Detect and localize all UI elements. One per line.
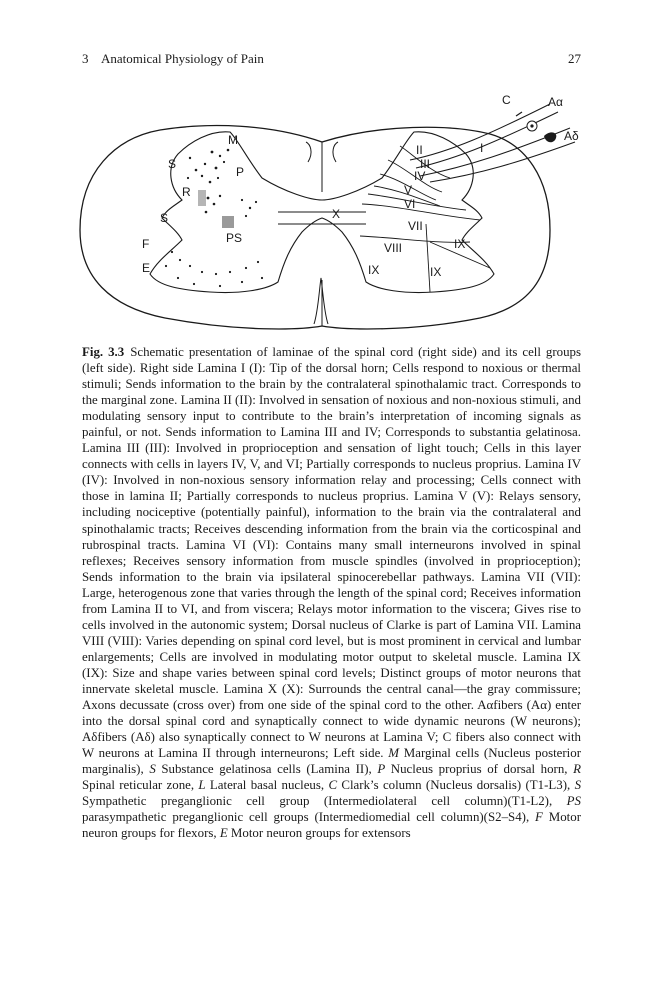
label-V: V bbox=[404, 183, 413, 197]
chapter-title: Anatomical Physiology of Pain bbox=[101, 51, 264, 66]
caption-text-4: Nucleus proprius of dorsal horn, bbox=[385, 762, 574, 777]
caption-text-8: Sympathetic preganglionic cell group (Intermediolateral cell column)(T1-L2), bbox=[82, 794, 567, 809]
caption-abbrev-PS: PS bbox=[566, 794, 581, 809]
chapter-number: 3 bbox=[82, 51, 89, 66]
label-III: III bbox=[420, 157, 431, 171]
caption-text-2: Marginal cells (Nucleus posterior marginalis), bbox=[82, 746, 581, 777]
label-A-alpha: Aα bbox=[548, 95, 563, 109]
caption-text-11: Motor neuron groups for extensors bbox=[227, 826, 411, 841]
label-IV: IV bbox=[414, 169, 426, 183]
caption-text: Schematic presentation of laminae of the spinal cord (right side) and its cell groups (left side). Right side Lamina I (I): Tip of the dorsal horn; Cells respond to noxious or thermal stimuli; Sends information to the brain by the contralateral spinothalamic tract. Corresponds to the marginal zone. Lamina II (II): Involved in sensation of noxious and non-noxious stimuli, and modulating sensory input to contribute to the brain’s interpretation of incoming signals as painful, or not. Sends information to Lamina III and IV; Corresponds to substantia gelatinosa. Lamina III (III): Involved in proprioception and sensation of light touch; Cells in this layer connects with cells in layers IV, V, and VI; Partially corresponds to nucleus proprius. Lamina IV (IV): Involved in non-noxious sensory information relay and processing; Cells connect with those in lamina II; Partially corresponds to nucleus proprius. Lamina V (V): Relays sensory, including nociceptive (potentially painful), information to the brain via the contralateral and spinothalamic tracts; Receives descending information from the brain via the corticospinal and rubrospinal tracts. Lamina VI (VI): Contains many small interneurons involved in spinal reflexes; Receives sensory information from muscle spindles (involved in proprioception); Sends information to the brain via ipsilateral spinocerebellar pathways. Lamina VII (VII): Large, heterogenous zone that varies through the length of the spinal cord; Receives information from Lamina II to VI, and from viscera; Relays motor information to the viscera; Gives rise to cells involved in the autonomic system; Dorsal nucleus of Clarke is part of Lamina VII. Lamina VIII (VIII): Varies depending on spinal cord level, but is most prominent in cervical and lumbar enlargements; Cells are involved in modulating motor output to skeletal muscle. Lamina IX (IX): Size and shape varies between spinal cord levels; Distinct groups of motor neurons that innervate skeletal muscle. Lamina X (X): Surrounds the central canal—the gray commissure; Axons decussate (cross over) from one side of the spinal cord to the other. Aαfibers (Aα) enter into the dorsal spinal cord and synaptically connect to wide dynamic neurons (W neurons); Aδfibers (Aδ) also synaptically connect to W neurons at Lamina V; C fibers also connect with W neurons at Lamina II through interneurons; Left side. bbox=[82, 345, 581, 761]
label-VII: VII bbox=[408, 219, 423, 233]
label-VIII: VIII bbox=[384, 241, 403, 255]
figure-caption bbox=[82, 344, 581, 841]
cell-group-dots bbox=[165, 149, 263, 287]
caption-abbrev-F: F bbox=[535, 810, 543, 825]
label-A-delta: Aδ bbox=[564, 129, 579, 143]
label-X: X bbox=[332, 207, 341, 221]
label-S-top: S bbox=[168, 157, 177, 171]
label-P: P bbox=[236, 165, 245, 179]
caption-abbrev-R: R bbox=[573, 762, 581, 777]
label-R: R bbox=[182, 185, 191, 199]
label-VI: VI bbox=[404, 197, 416, 211]
label-I: I bbox=[480, 141, 484, 155]
label-IX-b: IX bbox=[368, 263, 380, 277]
caption-abbrev-S2: S bbox=[574, 778, 582, 793]
label-E: E bbox=[142, 261, 151, 275]
label-C: C bbox=[502, 93, 511, 107]
label-II: II bbox=[416, 143, 423, 157]
caption-abbrev-L: L bbox=[198, 778, 206, 793]
label-PS: PS bbox=[226, 231, 243, 245]
a-delta-fiber-marker bbox=[544, 132, 556, 142]
caption-text-5: Spinal reticular zone, bbox=[82, 778, 199, 793]
spinal-cord-figure bbox=[70, 82, 590, 332]
label-M: M bbox=[228, 133, 238, 147]
label-IX-a: IX bbox=[454, 237, 466, 251]
dorsal-roots bbox=[410, 104, 575, 182]
caption-text-10: Motor neuron groups for flexors, bbox=[82, 810, 581, 841]
caption-label: Fig. 3.3 bbox=[82, 345, 125, 359]
caption-abbrev-E: E bbox=[219, 826, 228, 841]
label-S-mid: S bbox=[160, 211, 169, 225]
caption-text-6: Lateral basal nucleus, bbox=[205, 778, 329, 793]
running-head bbox=[82, 51, 581, 69]
caption-abbrev-C: C bbox=[328, 778, 338, 793]
label-IX-c: IX bbox=[430, 265, 442, 279]
caption-text-7: Clark’s column (Nucleus dorsalis) (T1-L3), bbox=[337, 778, 575, 793]
ps-cell-group bbox=[222, 216, 234, 228]
spinal-cord-diagram bbox=[70, 82, 590, 332]
page-number: 27 bbox=[568, 51, 581, 66]
cord-outline bbox=[80, 126, 550, 329]
label-F: F bbox=[142, 237, 150, 251]
caption-text-9: parasympathetic preganglionic cell groups (Intermediomedial cell column)(S2–S4), bbox=[82, 810, 536, 825]
caption-text-3: Substance gelatinosa cells (Lamina II), bbox=[155, 762, 378, 777]
caption-abbrev-M: M bbox=[388, 746, 400, 761]
caption-abbrev-P: P bbox=[377, 762, 386, 777]
caption-abbrev-S1: S bbox=[149, 762, 156, 777]
anterior-fissure bbox=[314, 278, 328, 326]
